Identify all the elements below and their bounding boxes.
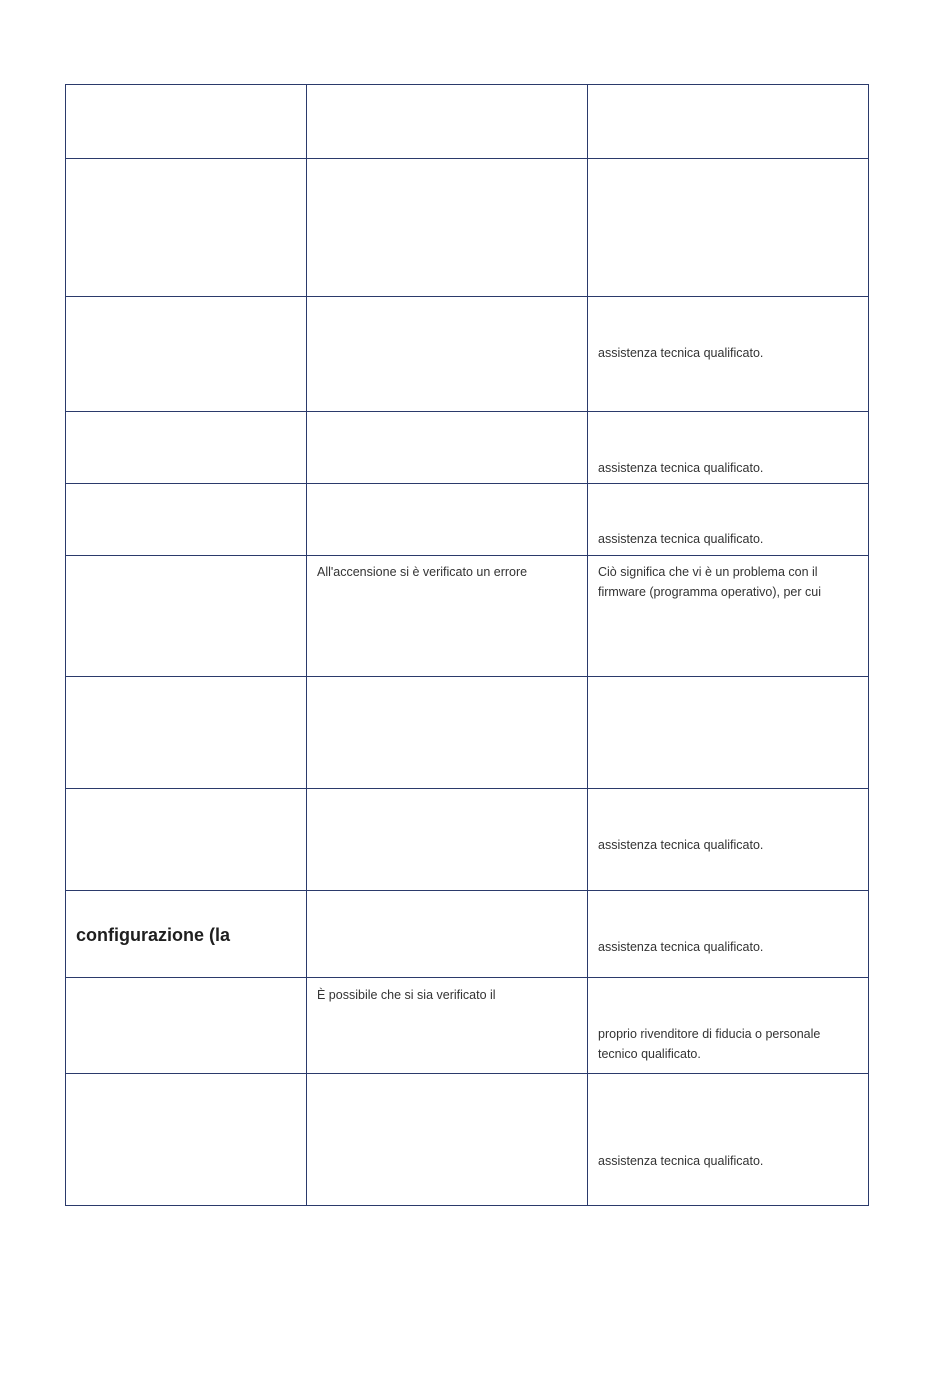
table-cell: [307, 159, 588, 297]
table-cell: [588, 1074, 869, 1206]
table-cell: [66, 789, 307, 891]
solution-text: assistenza tecnica qualificato.: [598, 838, 764, 852]
table-cell: [307, 891, 588, 978]
table-cell: [66, 484, 307, 556]
table-cell: [307, 297, 588, 412]
problem-heading: configurazione (la: [76, 925, 231, 945]
table-cell: [588, 891, 869, 978]
solution-text: assistenza tecnica qualificato.: [598, 940, 764, 954]
table-cell: [588, 789, 869, 891]
table-cell: [307, 556, 588, 677]
table-row: [66, 556, 869, 677]
solution-text: assistenza tecnica qualificato.: [598, 532, 764, 546]
table-cell: [66, 159, 307, 297]
cause-text: All'accensione si è verificato un errore: [317, 565, 528, 579]
table-cell: [588, 159, 869, 297]
table-cell: [588, 556, 869, 677]
table-cell: [307, 412, 588, 484]
table-cell: [588, 677, 869, 789]
solution-text: Ciò significa che vi è un problema con il firmware (programma operativo), per cui: [598, 565, 821, 599]
table-cell: [66, 297, 307, 412]
table-row: [66, 484, 869, 556]
table-cell: [307, 978, 588, 1074]
table-row: [66, 978, 869, 1074]
solution-text: assistenza tecnica qualificato.: [598, 461, 764, 475]
table-cell: [307, 484, 588, 556]
table-row: [66, 891, 869, 978]
table-row: [66, 297, 869, 412]
table-cell: [588, 412, 869, 484]
table-cell: [66, 85, 307, 159]
table-cell: [66, 978, 307, 1074]
table-cell: [588, 85, 869, 159]
table-cell: [66, 891, 307, 978]
table-row: [66, 85, 869, 159]
table-cell: [66, 677, 307, 789]
table-cell: [307, 85, 588, 159]
table-cell: [588, 978, 869, 1074]
table-row: [66, 1074, 869, 1206]
table-cell: [307, 677, 588, 789]
troubleshooting-table: [65, 84, 869, 1206]
table-cell: [66, 556, 307, 677]
table-cell: [307, 1074, 588, 1206]
solution-text: assistenza tecnica qualificato.: [598, 1154, 764, 1168]
table-cell: [307, 789, 588, 891]
table-cell: [588, 484, 869, 556]
cause-text: È possibile che si sia verificato il: [317, 988, 496, 1002]
table-cell: [588, 297, 869, 412]
table-cell: [66, 412, 307, 484]
solution-text: proprio rivenditore di fiducia o personale tecnico qualificato.: [598, 1027, 821, 1061]
table-row: [66, 159, 869, 297]
table-row: [66, 789, 869, 891]
table-row: [66, 412, 869, 484]
table-cell: [66, 1074, 307, 1206]
solution-text: assistenza tecnica qualificato.: [598, 346, 764, 360]
table-row: [66, 677, 869, 789]
